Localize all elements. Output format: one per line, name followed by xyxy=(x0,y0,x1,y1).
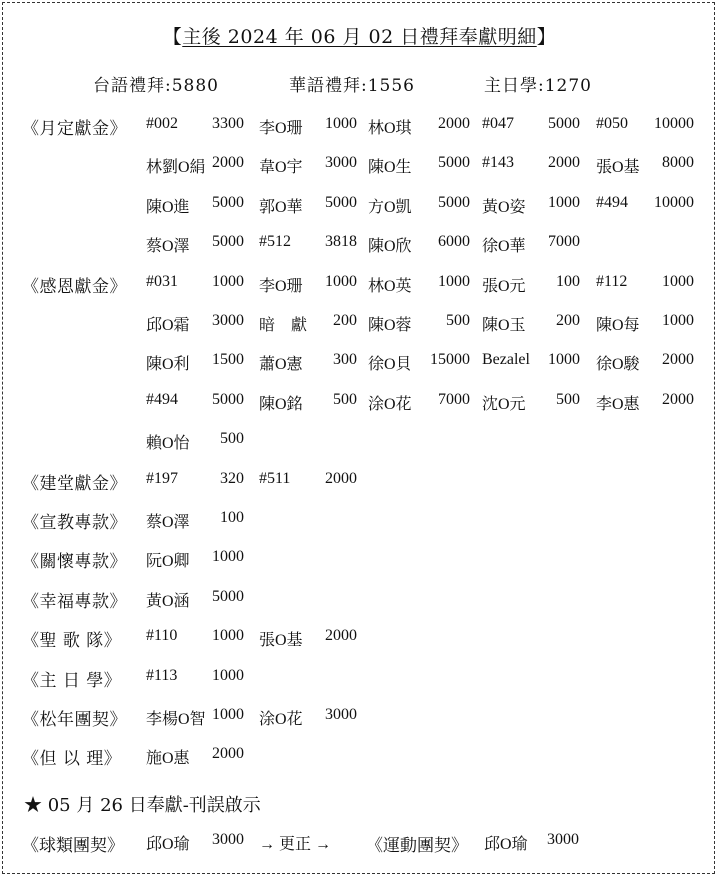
donor-name: 方O凱 xyxy=(368,198,412,216)
donation-amount: 5000 xyxy=(438,154,470,172)
donation-entry xyxy=(146,667,244,689)
donor-name: 涂O花 xyxy=(259,711,303,728)
donation-entry xyxy=(482,194,580,216)
donation-amount: 8000 xyxy=(662,154,694,172)
donor-name: 陳O蓉 xyxy=(368,317,412,334)
donor-name: 林劉O絹 xyxy=(146,159,206,177)
donation-entry xyxy=(482,391,580,413)
donation-entry xyxy=(146,273,244,295)
donor-name: #494 xyxy=(596,193,628,211)
donor-name: 陳O進 xyxy=(146,198,190,216)
attendance-taiwanese: 台語禮拜:5880 xyxy=(93,76,219,96)
donation-entry xyxy=(482,273,580,295)
category-label: 《幸福專款》 xyxy=(22,591,127,612)
donation-amount: 1000 xyxy=(662,272,694,290)
donor-name: 黃O涵 xyxy=(146,592,190,610)
donor-name: 張O基 xyxy=(596,159,640,177)
star-icon: ★ xyxy=(24,795,42,816)
category-label: 《感恩獻金》 xyxy=(22,276,127,297)
donation-entry xyxy=(146,391,244,413)
donor-name: 陳O每 xyxy=(596,317,640,334)
donation-entry xyxy=(368,154,470,176)
donation-amount: 500 xyxy=(333,390,357,408)
donor-name: #002 xyxy=(146,115,178,132)
donor-name: 賴O怡 xyxy=(146,435,190,453)
donation-entry xyxy=(259,391,357,413)
donation-amount: 1000 xyxy=(548,193,580,211)
correction-notice xyxy=(24,791,261,817)
donation-amount: 2000 xyxy=(438,115,470,132)
donation-entry xyxy=(368,351,470,373)
donor-name: #197 xyxy=(146,469,178,487)
donation-amount: 3000 xyxy=(212,312,244,329)
donation-entry xyxy=(259,312,357,334)
donation-entry xyxy=(596,351,694,373)
donor-name: #143 xyxy=(482,154,514,172)
donation-amount: 5000 xyxy=(548,115,580,132)
donor-name: 邱O霜 xyxy=(146,317,190,334)
correction-from-name: 邱O瑜 xyxy=(146,836,190,853)
donation-entry xyxy=(482,115,580,137)
donation-amount: 500 xyxy=(220,430,244,448)
donation-amount: 100 xyxy=(556,272,580,290)
donation-amount: 10000 xyxy=(654,193,694,211)
donation-entry xyxy=(259,470,357,492)
donor-name: 施O惠 xyxy=(146,750,190,768)
donation-entry xyxy=(259,194,357,216)
donor-name: Bezalel xyxy=(482,351,530,369)
donor-name: 蕭O憲 xyxy=(259,356,303,374)
donation-entry xyxy=(146,627,244,649)
donation-amount: 1000 xyxy=(212,666,244,684)
correction-to-name: 邱O瑜 xyxy=(484,836,528,853)
donation-amount: 2000 xyxy=(548,154,580,172)
donor-name: 陳O欣 xyxy=(368,238,412,256)
donation-amount: 300 xyxy=(333,351,357,369)
donation-entry xyxy=(146,233,244,255)
donor-name: 蔡O澤 xyxy=(146,238,190,256)
donation-amount: 7000 xyxy=(548,233,580,251)
donation-entry xyxy=(482,233,580,255)
donation-entry xyxy=(482,312,580,334)
category-label: 《月定獻金》 xyxy=(22,119,127,139)
donor-name: 阮O卿 xyxy=(146,553,190,571)
donation-amount: 3000 xyxy=(325,706,357,723)
donation-amount: 1000 xyxy=(212,706,244,723)
donation-amount: 5000 xyxy=(438,193,470,211)
donor-name: 陳O玉 xyxy=(482,317,526,334)
donation-entry xyxy=(368,115,470,137)
donation-entry xyxy=(259,627,357,649)
donor-name: 陳O生 xyxy=(368,159,412,177)
donation-entry xyxy=(368,194,470,216)
donor-name: 李O珊 xyxy=(259,277,303,295)
donation-amount: 5000 xyxy=(212,233,244,251)
donor-name: #110 xyxy=(146,627,178,645)
donor-name: #050 xyxy=(596,115,628,132)
title-close-bracket: 】 xyxy=(536,26,557,48)
donation-entry xyxy=(368,391,470,413)
title-open-bracket: 【 xyxy=(162,26,183,48)
donation-amount: 5000 xyxy=(325,193,357,211)
donor-name: 李O惠 xyxy=(596,395,640,413)
donation-amount: 200 xyxy=(333,312,357,329)
donor-name: 李楊O智 xyxy=(146,711,206,728)
donor-name: #113 xyxy=(146,666,178,684)
title-text: 主後 2024 年 06 月 02 日禮拜奉獻明細 xyxy=(182,26,537,48)
donation-entry xyxy=(146,115,244,137)
donation-entry xyxy=(146,154,244,176)
donation-amount: 500 xyxy=(556,390,580,408)
donation-amount: 2000 xyxy=(325,469,357,487)
donation-entry xyxy=(596,194,694,216)
donor-name: 徐O華 xyxy=(482,238,526,256)
donor-name: #031 xyxy=(146,272,178,290)
donation-entry xyxy=(259,233,357,255)
donation-amount: 200 xyxy=(556,312,580,329)
donation-amount: 100 xyxy=(220,509,244,526)
donation-entry xyxy=(146,351,244,373)
category-label: 《關懷專款》 xyxy=(22,552,127,573)
donation-amount: 1000 xyxy=(212,272,244,290)
donation-amount: 7000 xyxy=(438,390,470,408)
donation-entry xyxy=(146,745,244,767)
donation-entry xyxy=(259,706,357,728)
donor-name: #512 xyxy=(259,233,291,251)
donation-amount: 3818 xyxy=(325,233,357,251)
donation-entry xyxy=(259,351,357,373)
donation-entry xyxy=(146,312,244,334)
donor-name: 陳O利 xyxy=(146,356,190,374)
donor-name: 暗 獻 xyxy=(259,317,308,334)
donation-amount: 2000 xyxy=(325,627,357,645)
donor-name: 陳O銘 xyxy=(259,395,303,413)
donation-amount: 3000 xyxy=(325,154,357,172)
donor-name: 涂O花 xyxy=(368,395,412,413)
donation-entry xyxy=(146,588,244,610)
donation-entry xyxy=(146,706,244,728)
donation-entry xyxy=(596,154,694,176)
attendance-sunday-school: 主日學:1270 xyxy=(484,76,592,96)
donation-amount: 1000 xyxy=(325,115,357,132)
donor-name: 李O珊 xyxy=(259,120,303,137)
donor-name: 黃O姿 xyxy=(482,198,526,216)
page-title xyxy=(0,22,719,49)
donation-entry xyxy=(368,312,470,334)
donation-entry xyxy=(368,233,470,255)
correction-from-amount: 3000 xyxy=(212,831,244,848)
donation-entry xyxy=(146,509,244,531)
correction-arrow: → 更正 → xyxy=(259,836,332,853)
donor-name: 郭O華 xyxy=(259,198,303,216)
donor-name: 蔡O澤 xyxy=(146,514,190,531)
donation-amount: 5000 xyxy=(212,193,244,211)
donor-name: 徐O貝 xyxy=(368,356,412,374)
donation-entry xyxy=(146,548,244,570)
category-label: 《松年團契》 xyxy=(22,710,127,730)
donor-name: 張O元 xyxy=(482,277,526,295)
donation-amount: 2000 xyxy=(662,390,694,408)
donation-amount: 5000 xyxy=(212,390,244,408)
donation-amount: 1500 xyxy=(212,351,244,369)
category-label: 《宣教專款》 xyxy=(22,513,127,533)
donation-entry xyxy=(146,470,244,492)
donor-name: 林O英 xyxy=(368,277,412,295)
donation-entry xyxy=(146,194,244,216)
attendance-mandarin: 華語禮拜:1556 xyxy=(289,76,415,96)
donor-name: #047 xyxy=(482,115,514,132)
donation-entry xyxy=(596,115,694,137)
donor-name: #511 xyxy=(259,469,291,487)
category-label: 《但 以 理》 xyxy=(22,749,122,770)
donation-amount: 6000 xyxy=(438,233,470,251)
donation-entry xyxy=(146,430,244,452)
donor-name: 張O基 xyxy=(259,632,303,650)
donation-amount: 2000 xyxy=(662,351,694,369)
donor-name: #494 xyxy=(146,390,178,408)
correction-to-category: 《運動團契》 xyxy=(366,836,468,856)
donation-amount: 2000 xyxy=(212,745,244,763)
donation-entry xyxy=(259,115,357,137)
donation-amount: 1000 xyxy=(325,272,357,290)
category-label: 《聖 歌 隊》 xyxy=(22,631,122,652)
donation-entry xyxy=(368,273,470,295)
donation-amount: 1000 xyxy=(212,627,244,645)
donation-amount: 3300 xyxy=(212,115,244,132)
donation-amount: 1000 xyxy=(548,351,580,369)
donation-amount: 320 xyxy=(220,469,244,487)
donation-entry xyxy=(596,312,694,334)
donation-entry xyxy=(259,154,357,176)
category-label: 《建堂獻金》 xyxy=(22,473,127,494)
donation-amount: 1000 xyxy=(662,312,694,329)
donation-amount: 5000 xyxy=(212,587,244,605)
donor-name: 徐O駿 xyxy=(596,356,640,374)
donation-amount: 1000 xyxy=(438,272,470,290)
donor-name: 韋O宇 xyxy=(259,159,303,177)
donation-entry xyxy=(259,273,357,295)
donation-amount: 15000 xyxy=(430,351,470,369)
correction-from-category: 《球類團契》 xyxy=(22,836,124,856)
donor-name: 林O琪 xyxy=(368,120,412,137)
correction-to-amount: 3000 xyxy=(547,831,579,848)
donation-amount: 1000 xyxy=(212,548,244,566)
donation-amount: 2000 xyxy=(212,154,244,172)
donor-name: #112 xyxy=(596,272,628,290)
donation-entry xyxy=(596,391,694,413)
donation-amount: 10000 xyxy=(654,115,694,132)
notice-text: 05 月 26 日奉獻-刊誤啟示 xyxy=(42,795,261,816)
donation-entry xyxy=(596,273,694,295)
donor-name: 沈O元 xyxy=(482,395,526,413)
donation-entry xyxy=(482,351,580,373)
category-label: 《主 日 學》 xyxy=(22,670,122,691)
donation-amount: 500 xyxy=(446,312,470,329)
donation-entry xyxy=(482,154,580,176)
